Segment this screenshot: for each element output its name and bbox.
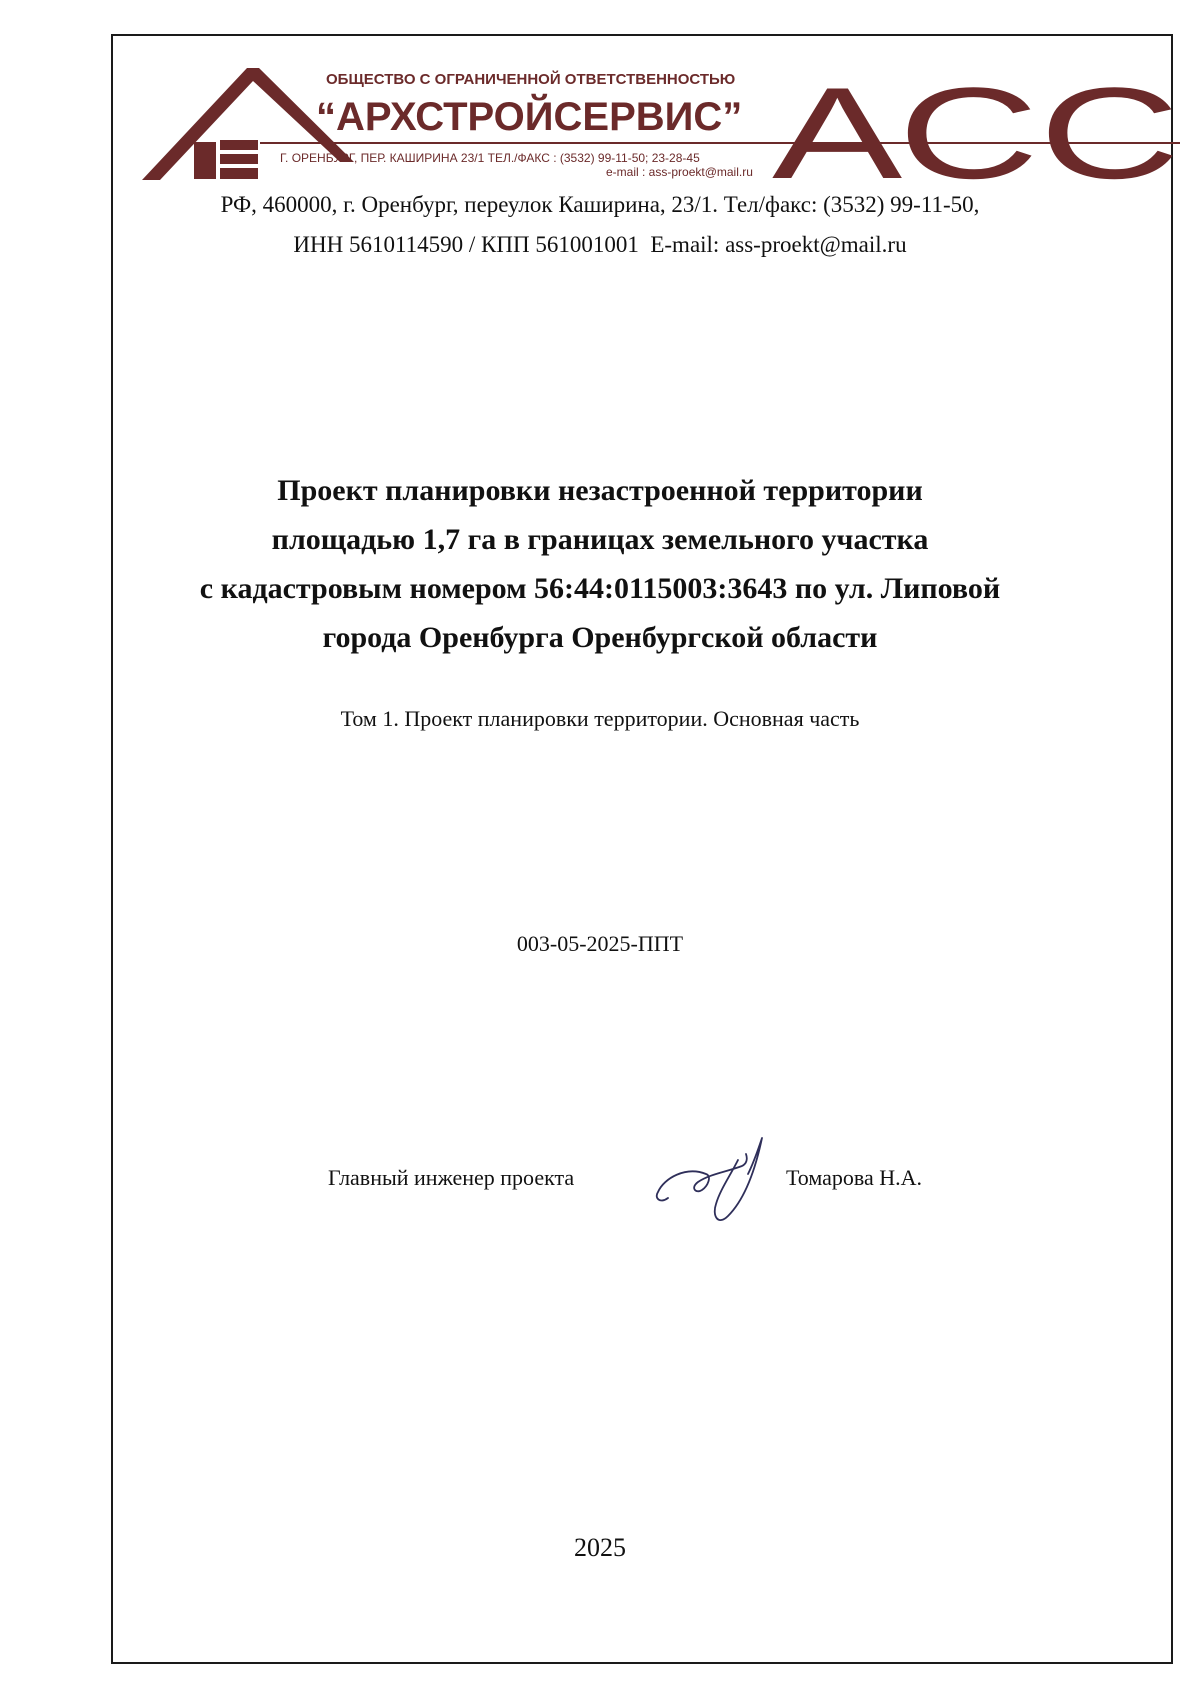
- document-title: [0, 466, 1200, 662]
- building-icon: [194, 140, 258, 179]
- page-border: [111, 34, 1173, 1664]
- signer-role: Главный инженер проекта: [328, 1165, 575, 1190]
- document-year: 2025: [574, 1533, 626, 1562]
- org-form-text: ОБЩЕСТВО С ОГРАНИЧЕННОЙ ОТВЕТСТВЕННОСТЬЮ: [326, 71, 736, 88]
- title-line: площадью 1,7 га в границах земельного участка: [271, 523, 929, 556]
- logo-contacts-text: Г. ОРЕНБУРГ, ПЕР. КАШИРИНА 23/1 ТЕЛ./ФАКС : (3532) 99-11-50; 23-28-45: [280, 151, 700, 165]
- tax-email-line: ИНН 5610114590 / КПП 561001001 E-mail: ass-proekt@mail.ru: [293, 232, 907, 257]
- address-block: [0, 185, 1200, 265]
- logo-email-text: e-mail : ass-proekt@mail.ru: [606, 165, 753, 179]
- logo-graphic: [140, 62, 1180, 186]
- company-name-text: “АРХСТРОЙСЕРВИС”: [316, 95, 743, 139]
- handwritten-signature: [650, 1130, 780, 1230]
- logo-monogram: АСС: [772, 62, 1180, 186]
- title-line: Проект планировки незастроенной территории: [277, 474, 923, 507]
- signer-name: Томарова Н.А.: [786, 1165, 923, 1190]
- address-line: РФ, 460000, г. Оренбург, переулок Каширина, 23/1. Тел/факс: (3532) 99-11-50,: [220, 192, 980, 217]
- title-line: с кадастровым номером 56:44:0115003:3643 по ул. Липовой: [199, 572, 1001, 605]
- volume-subtitle: Том 1. Проект планировки территории. Основная часть: [340, 706, 860, 731]
- title-line: города Оренбурга Оренбургской области: [322, 621, 878, 654]
- document-code: 003-05-2025-ППТ: [516, 931, 684, 956]
- company-logo: [140, 62, 1180, 186]
